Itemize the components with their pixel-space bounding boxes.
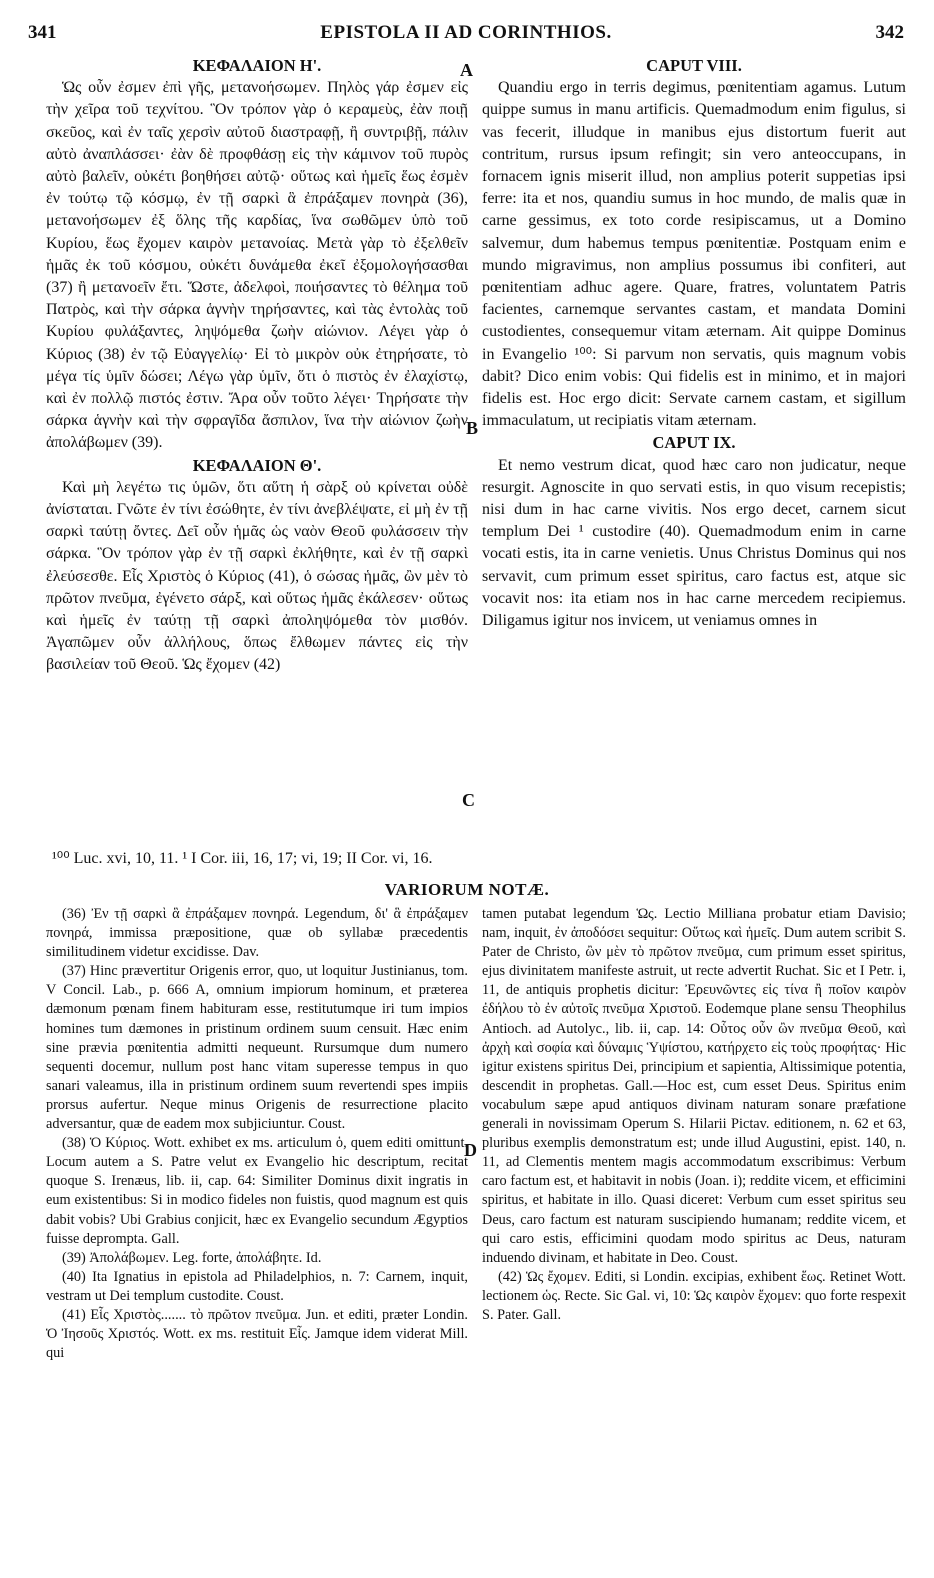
latin-chapter-9-text: Et nemo vestrum dicat, quod hæc caro non judicatur, neque resurgit. Agnoscite in quo servati estis, in quo visum recepistis; nisi dum in hac carne vivitis. Nos ergo decet, carnem sicut templum Dei ¹ custodire (40). Quemadmodum enim in carne vocati estis, ita in carne venietis. Unus Christus Dominus qui nos servavit, cum primum esset spiritus, caro factus est, atque sic vocavit nos: ita etiam nos in hac carne mercedem recipiemus. Diligamus igitur nos invicem, ut veniamus omnes in xyxy=(482,456,906,630)
footnote: (42) Ὡς ἔχομεν. Editi, si Londin. excipias, exhibent ἕως. Retinet Wott. lectionem ὡς. Recte. Sic Gal. vi, 10: Ὡς καιρὸν ἔχομεν: quo forte respexit S. Pater. Gall. xyxy=(482,1268,906,1323)
latin-chapter-8-heading: CAPUT VIII. xyxy=(646,56,742,75)
footnote: (39) Ἀπολάβωμεν. Leg. forte, ἀπολάβητε. Id. xyxy=(62,1249,322,1266)
page-number-left: 341 xyxy=(28,22,57,43)
greek-text-column xyxy=(46,55,468,677)
scripture-references: ¹⁰⁰ Luc. xvi, 10, 11. ¹ I Cor. iii, 16, 17; vi, 19; II Cor. vi, 16. xyxy=(52,850,433,867)
greek-chapter-8-text: Ὡς οὖν ἐσμεν ἐπὶ γῆς, μετανοήσωμεν. Πηλὸς γάρ ἐσμεν εἰς τὴν χεῖρα τοῦ τεχνίτου. Ὃν τρόπον γὰρ ὁ κεραμεὺς, ἐὰν ποιῇ σκεῦος, καὶ ἐν ταῖς χερσὶν αὐτοῦ διαστραφῇ, ἢ συντριβῇ, πάλιν αὐτὸ ἀναπλάσσει· ἐὰν δὲ προφθάσῃ εἰς τὴν κάμινον τοῦ πυρὸς αὐτὸ βαλεῖν, οὐκέτι βοηθήσει αὐτῷ· οὕτως καὶ ἡμεῖς ἕως ἐσμὲν ἐν τούτῳ τῷ κόσμῳ, ἐν τῇ σαρκὶ ἃ ἐπράξαμεν πονηρὰ (36), μετανοήσωμεν ἐξ ὅλης τῆς καρδίας, ἵνα σωθῶμεν ὑπὸ τοῦ Κυρίου, ἕως ἔχομεν καιρὸν μετανοίας. Μετὰ γὰρ τὸ ἐξελθεῖν ἡμᾶς ἐκ τοῦ κόσμου, οὐκέτι δυνάμεθα ἐκεῖ ἐξομολογήσασθαι (37) ἢ μετανοεῖν ἔτι. Ὥστε, ἀδελφοὶ, ποιήσαντες τὸ θέλημα τοῦ Πατρὸς, καὶ τὴν σάρκα ἁγνὴν τηρήσαντες, καὶ τὰς ἐντολὰς τοῦ Κυρίου φυλάξαντες, ληψόμεθα ζωὴν αἰώνιον. Λέγει γὰρ ὁ Κύριος (38) ἐν τῷ Εὐαγγελίῳ· Εἰ τὸ μικρὸν οὐκ ἐτηρήσατε, τὸ μέγα τίς ὑμῖν δώσει; Λέγω γὰρ ὑμῖν, ὅτι ὁ πιστὸς ἐν ἐλαχίστῳ, καὶ ἐν πολλῷ πιστός ἐστιν. Ἄρα οὖν τοῦτο λέγει· Τηρήσατε τὴν σάρκα ἁγνὴν καὶ τὴν σφραγῖδα ἄσπιλον, ἵνα τὴν αἰώνιον ζωὴν ἀπολάβωμεν (39). xyxy=(46,79,468,452)
greek-chapter-9-text: Καὶ μὴ λεγέτω τις ὑμῶν, ὅτι αὕτη ἡ σὰρξ οὐ κρίνεται οὐδὲ ἀνίσταται. Γνῶτε ἐν τίνι ἐσώθητε, ἐν τίνι ἀνεβλέψατε, εἰ μὴ ἐν τῇ σαρκὶ ταύτῃ ὄντες. Δεῖ οὖν ἡμᾶς ὡς ναὸν Θεοῦ φυλάσσειν τὴν σάρκα. Ὃν τρόπον γὰρ ἐν τῇ σαρκὶ ἐκλήθητε, καὶ ἐν τῇ σαρκὶ ἐλεύσεσθε. Εἷς Χριστὸς ὁ Κύριος (41), ὁ σώσας ἡμᾶς, ὢν μὲν τὸ πρῶτον πνεῦμα, ἐγένετο σάρξ, καὶ οὕτως ἡμᾶς ἐκάλεσεν· οὕτως καὶ ἡμεῖς ἐν ταύτῃ τῇ σαρκὶ ἀποληψόμεθα τὸν μισθόν. Ἀγαπῶμεν οὖν ἀλλήλους, ὅπως ἔλθωμεν πάντες εἰς τὴν βασιλείαν τοῦ Θεοῦ. Ὡς ἔχομεν (42) xyxy=(46,478,468,674)
notes-title: VARIORUM NOTÆ. xyxy=(384,880,550,899)
footnote: (36) Ἐν τῇ σαρκὶ ἃ ἐπράξαμεν πονηρά. Legendum, δι' ἃ ἐπράξαμεν πονηρά, immissa præpositione, quæ ob syllabæ præcedentis similitudinem videtur excidisse. Dav. xyxy=(46,906,468,961)
greek-chapter-9-heading: ΚΕΦΑΛΑΙΟΝ Θ'. xyxy=(192,455,322,475)
margin-letter-d: D xyxy=(464,1140,477,1160)
footnote: (40) Ita Ignatius in epistola ad Philadelphios, n. 7: Carnem, inquit, vestram ut Dei templum custodite. Coust. xyxy=(46,1268,468,1304)
margin-letter-a: A xyxy=(460,60,473,80)
margin-letter-b: B xyxy=(466,418,479,438)
margin-letter-c: C xyxy=(462,790,475,810)
footnote: (38) Ὁ Κύριος. Wott. exhibet ex ms. articulum ὁ, quem editi omittunt. Locum autem a S. Patre velut ex Evangelio hic descriptum, recitat quoque S. Irenæus, lib. ii, cap. 64: Similiter Dominus dixit ingratis in eum existentibus: Si in modico fideles non fuistis, quod magnum est quis dabit vobis? Ubi Grabius conjicit, hæc ex Evangelio secundum Ægyptios fuisse deprompta. Gall. xyxy=(46,1135,468,1247)
running-title: EPISTOLA II AD CORINTHIOS. xyxy=(320,22,612,43)
latin-text-column xyxy=(482,55,906,632)
footnote: tamen putabat legendum Ὡς. Lectio Milliana probatur etiam Davisio; nam, inquit, ἐν ἀποδόσει sequitur: Οὕτως καὶ ἡμεῖς. Dum autem scribit S. Pater de Christo, ὢν μὲν τὸ πρῶτον πνεῦμα, cum primum esset spiritus, ejus divinitatem manifeste astruit, ut recte advertit Ruchat. Sic et I Petr. i, 11, de antiquis prophetis dicitur: Ἐρευνῶντες εἰς τίνα ἢ ποῖον καιρὸν ἐδήλου τὸ ἐν αὐτοῖς πνεῦμα Χριστοῦ. Eodemque plane sensu Theophilus Antioch. ad Autolyc., lib. ii, cap. 14: Οὗτος οὖν ὢν πνεῦμα Θεοῦ, καὶ ἀρχὴ καὶ σοφία καὶ δύναμις Ὑψίστου, κατήρχετο εἰς τοὺς προφήτας· Hic igitur existens spiritus Dei, principium et sapientia, Altissimique potentia, descendit in prophetas. Gall.—Hoc est, cum esset Deus. Spiritus enim vocabulum sæpe apud antiquos divinam naturam sonare præfatione generali in novissimam Operum S. Hilarii Pictav. editionem, n. 62 et 63, pluribus exemplis demonstratum est; unde illud Augustini, epist. 140, n. 11, ad Clementis mentem magis accommodatum exscribimus: Verbum caro factum est, et habitavit in nobis (Joan. i); reddite vicem, et efficimini spiritus, et habitate in illo. Quasi diceret: Verbum cum esset spiritus seu Deus, caro factum est naturam suscipiendo humanam; reddite vicem, et qui caro estis, efficimini quodam modo spiritus ac Deus, naturam induendo divinam, et habitate in Deo. Coust. xyxy=(482,906,906,1266)
latin-chapter-9-heading: CAPUT IX. xyxy=(652,433,736,453)
footnote: (37) Hinc prævertitur Origenis error, quo, ut loquitur Justinianus, tom. V Concil. Lab., p. 666 A, omnium impiorum hominum, et præterea dæmonum pœnam finem habituram esse, restitutumque iri tum impios homines tum dæmones in pristinum ordinem suum censuit. Hæc enim sine prævia pœnitentia admitti nequeunt. Rursumque dum numero sequenti docemur, nullum post hanc vitam superesse tempus in quo sanari valeamus, illa in pristinum ordinem suum revertendi spes impiis prorsus aufertur. Neque minus Origenis de resurrectione placito adversantur, quæ de eadem mox subjiciuntur. Coust. xyxy=(46,963,468,1133)
greek-chapter-8-heading: ΚΕΦΑΛΑΙΟΝ Η'. xyxy=(192,56,322,75)
notes-left-column xyxy=(46,905,468,1363)
page-number-right: 342 xyxy=(875,22,904,43)
notes-right-column xyxy=(482,905,906,1325)
footnote: (41) Εἷς Χριστὸς....... τὸ πρῶτον πνεῦμα. Jun. et editi, præter Londin. Ὁ Ἰησοῦς Χριστός. Wott. ex ms. restituit Εἷς. Jamque idem viderat Mill. qui xyxy=(46,1306,468,1362)
running-header xyxy=(28,22,904,48)
latin-chapter-8-text: Quandiu ergo in terris degimus, pœnitentiam agamus. Lutum quippe sumus in manu artificis. Quemadmodum enim figulus, si vas fecerit, illudque in manibus ejus distortum fuerit aut contritum, rursus ipsum refingit; sin vero anteoccupans, in fornacem ignis miserit illud, non amplius poterit suppetias ipsi ferre: ita et nos, quandiu sumus in hoc mundo, de malis quæ in carne gessimus, ex toto corde resipiscamus, ut a Domino salvemur, dum habemus tempus pœnitentiæ. Postquam enim e mundo migravimus, non amplius possumus ibi confiteri, aut pœnitentiam adhuc agere. Quare, fratres, voluntatem Patris facientes, carnemque servantes castam, et mandata Domini custodientes, consequemur vitam æternam. Ait quippe Dominus in Evangelio ¹⁰⁰: Si parvum non servatis, quis magnum vobis dabit? Dico enim vobis: Qui fidelis est in minimo, et in majori fidelis est. Hoc ergo dicit: Servate carnem castam, et sigillum immaculatum, ut recipiatis vitam æternam. xyxy=(482,79,906,430)
